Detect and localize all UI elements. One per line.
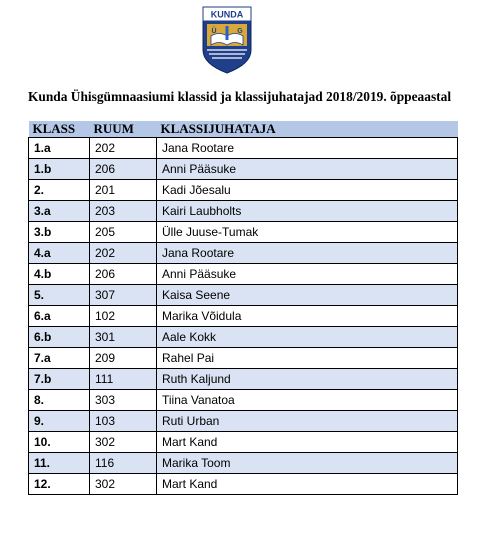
cell-klassijuhataja: Mart Kand: [157, 474, 458, 495]
cell-ruum: 307: [90, 285, 157, 306]
table-row: [29, 201, 458, 222]
table-row: [29, 243, 458, 264]
school-crest-logo: [202, 6, 252, 74]
table-row: [29, 390, 458, 411]
table-row: [29, 285, 458, 306]
table-body: [29, 138, 458, 495]
cell-ruum: 202: [90, 138, 157, 159]
cell-klass: 8.: [29, 390, 90, 411]
table-row: [29, 264, 458, 285]
cell-klass: 7.a: [29, 348, 90, 369]
cell-klassijuhataja: Aale Kokk: [157, 327, 458, 348]
table-row: [29, 180, 458, 201]
cell-ruum: 302: [90, 432, 157, 453]
cell-klass: 5.: [29, 285, 90, 306]
cell-klassijuhataja: Marika Toom: [157, 453, 458, 474]
cell-klass: 7.b: [29, 369, 90, 390]
header-klassijuhataja: KLASSIJUHATAJA: [157, 121, 458, 138]
table-row: [29, 138, 458, 159]
cell-ruum: 111: [90, 369, 157, 390]
cell-klassijuhataja: Ruti Urban: [157, 411, 458, 432]
cell-klass: 3.a: [29, 201, 90, 222]
cell-klass: 11.: [29, 453, 90, 474]
cell-klassijuhataja: Rahel Pai: [157, 348, 458, 369]
table-row: [29, 369, 458, 390]
header-klass: KLASS: [29, 121, 90, 138]
cell-ruum: 202: [90, 243, 157, 264]
cell-klass: 4.b: [29, 264, 90, 285]
table-row: [29, 411, 458, 432]
cell-klass: 12.: [29, 474, 90, 495]
cell-klass: 6.a: [29, 306, 90, 327]
table-row: [29, 159, 458, 180]
cell-klassijuhataja: Marika Võidula: [157, 306, 458, 327]
cell-klass: 2.: [29, 180, 90, 201]
crest-letter-left: Ü: [211, 28, 217, 35]
document-title: Kunda Ühisgümnaasiumi klassid ja klassijuhatajad 2018/2019. õppeaastal: [28, 89, 452, 104]
cell-klass: 9.: [29, 411, 90, 432]
cell-klassijuhataja: Mart Kand: [157, 432, 458, 453]
cell-klass: 10.: [29, 432, 90, 453]
table-row: [29, 222, 458, 243]
cell-klass: 4.a: [29, 243, 90, 264]
table-header-row: [29, 121, 458, 138]
class-teacher-table: [28, 121, 458, 495]
cell-klassijuhataja: Ruth Kaljund: [157, 369, 458, 390]
crest-school-name: KUNDA: [210, 9, 244, 20]
cell-klassijuhataja: Anni Pääsuke: [157, 264, 458, 285]
table-row: [29, 348, 458, 369]
cell-ruum: 206: [90, 264, 157, 285]
cell-klassijuhataja: Jana Rootare: [157, 243, 458, 264]
cell-ruum: 303: [90, 390, 157, 411]
cell-ruum: 103: [90, 411, 157, 432]
cell-klass: 1.a: [29, 138, 90, 159]
torch-icon: [226, 26, 229, 40]
cell-ruum: 301: [90, 327, 157, 348]
cell-ruum: 209: [90, 348, 157, 369]
cell-klass: 1.b: [29, 159, 90, 180]
cell-ruum: 206: [90, 159, 157, 180]
table-row: [29, 474, 458, 495]
cell-ruum: 201: [90, 180, 157, 201]
table-row: [29, 432, 458, 453]
table-row: [29, 327, 458, 348]
cell-klassijuhataja: Anni Pääsuke: [157, 159, 458, 180]
cell-ruum: 203: [90, 201, 157, 222]
cell-klassijuhataja: Kaisa Seene: [157, 285, 458, 306]
cell-ruum: 116: [90, 453, 157, 474]
cell-ruum: 102: [90, 306, 157, 327]
cell-klassijuhataja: Tiina Vanatoa: [157, 390, 458, 411]
cell-ruum: 205: [90, 222, 157, 243]
cell-klassijuhataja: Kairi Laubholts: [157, 201, 458, 222]
header-ruum: RUUM: [90, 121, 157, 138]
cell-klass: 3.b: [29, 222, 90, 243]
table-row: [29, 453, 458, 474]
cell-klass: 6.b: [29, 327, 90, 348]
table-row: [29, 306, 458, 327]
cell-klassijuhataja: Kadi Jõesalu: [157, 180, 458, 201]
cell-klassijuhataja: Jana Rootare: [157, 138, 458, 159]
cell-ruum: 302: [90, 474, 157, 495]
cell-klassijuhataja: Ülle Juuse-Tumak: [157, 222, 458, 243]
crest-letter-right: G: [237, 28, 243, 35]
